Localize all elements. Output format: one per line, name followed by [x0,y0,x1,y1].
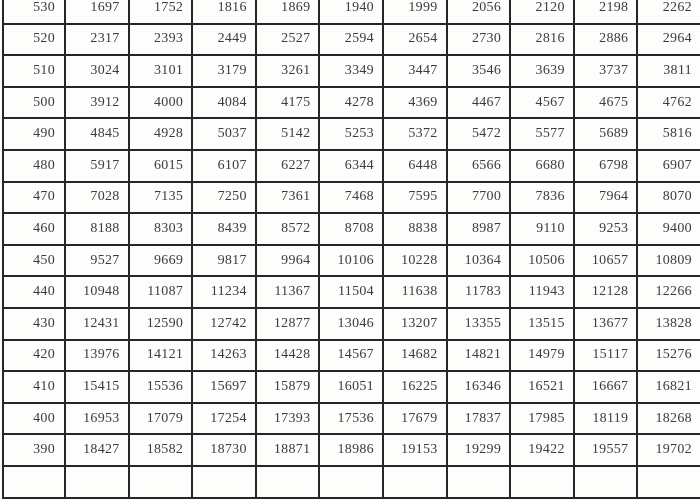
value-cell: 4928 [129,118,193,150]
value-cell: 3811 [637,55,700,87]
table-row [3,55,700,87]
table-row [3,403,700,435]
value-cell: 2730 [447,24,511,56]
value-cell: 6566 [447,150,511,182]
value-cell: 1940 [319,0,383,24]
value-cell: 14263 [192,340,256,372]
value-cell: 5917 [65,150,129,182]
row-header-cell: 510 [3,55,65,87]
row-header-cell: 480 [3,150,65,182]
value-cell [637,466,700,498]
value-cell: 11783 [447,276,511,308]
value-cell: 4467 [447,87,511,119]
value-cell: 7595 [383,182,447,214]
value-cell: 18582 [129,434,193,466]
value-cell: 4762 [637,87,700,119]
value-cell: 14121 [129,340,193,372]
value-cell: 16821 [637,371,700,403]
value-cell: 9964 [256,245,320,277]
table-row [3,371,700,403]
value-cell: 18986 [319,434,383,466]
number-table [2,0,700,499]
value-cell [510,466,574,498]
value-cell: 19422 [510,434,574,466]
value-cell: 16667 [574,371,638,403]
value-cell: 6448 [383,150,447,182]
row-header-cell: 400 [3,403,65,435]
value-cell: 17254 [192,403,256,435]
value-cell: 13046 [319,308,383,340]
value-cell: 18730 [192,434,256,466]
value-cell: 14567 [319,340,383,372]
value-cell: 1816 [192,0,256,24]
value-cell: 2816 [510,24,574,56]
value-cell: 7028 [65,182,129,214]
value-cell: 2527 [256,24,320,56]
value-cell: 3349 [319,55,383,87]
value-cell: 13515 [510,308,574,340]
value-cell: 18119 [574,403,638,435]
value-cell: 8708 [319,213,383,245]
row-header-cell: 390 [3,434,65,466]
table-row [3,150,700,182]
value-cell: 7250 [192,182,256,214]
table-row [3,308,700,340]
row-header-cell: 490 [3,118,65,150]
table-row [3,0,700,24]
value-cell: 2964 [637,24,700,56]
value-cell: 15536 [129,371,193,403]
table-row-partial [3,466,700,498]
row-header-cell: 520 [3,24,65,56]
row-header-cell: 500 [3,87,65,119]
value-cell [574,466,638,498]
value-cell: 2120 [510,0,574,24]
value-cell: 14821 [447,340,511,372]
value-cell: 9527 [65,245,129,277]
value-cell: 8572 [256,213,320,245]
value-cell: 2654 [383,24,447,56]
row-header-cell: 450 [3,245,65,277]
row-header-cell: 430 [3,308,65,340]
value-cell: 13828 [637,308,700,340]
value-cell: 7964 [574,182,638,214]
value-cell: 5816 [637,118,700,150]
value-cell: 6680 [510,150,574,182]
row-header-cell: 460 [3,213,65,245]
value-cell: 2262 [637,0,700,24]
row-header-cell [3,466,65,498]
value-cell: 8070 [637,182,700,214]
value-cell: 2317 [65,24,129,56]
value-cell: 11234 [192,276,256,308]
table-row [3,24,700,56]
value-cell: 18427 [65,434,129,466]
value-cell: 15415 [65,371,129,403]
value-cell: 19299 [447,434,511,466]
value-cell: 3737 [574,55,638,87]
row-header-cell: 470 [3,182,65,214]
table-body [3,0,700,498]
value-cell: 11087 [129,276,193,308]
value-cell: 2393 [129,24,193,56]
value-cell: 15879 [256,371,320,403]
value-cell: 15276 [637,340,700,372]
value-cell: 9253 [574,213,638,245]
value-cell: 4567 [510,87,574,119]
value-cell: 3546 [447,55,511,87]
value-cell: 8303 [129,213,193,245]
value-cell: 5253 [319,118,383,150]
value-cell: 10506 [510,245,574,277]
value-cell: 1999 [383,0,447,24]
value-cell: 2886 [574,24,638,56]
table-row [3,213,700,245]
value-cell: 12877 [256,308,320,340]
value-cell: 17393 [256,403,320,435]
value-cell: 9400 [637,213,700,245]
value-cell: 14979 [510,340,574,372]
value-cell: 12431 [65,308,129,340]
value-cell: 13976 [65,340,129,372]
value-cell: 3912 [65,87,129,119]
value-cell: 5372 [383,118,447,150]
value-cell: 6015 [129,150,193,182]
value-cell: 16346 [447,371,511,403]
value-cell: 16521 [510,371,574,403]
value-cell: 11638 [383,276,447,308]
value-cell: 7361 [256,182,320,214]
row-header-cell: 410 [3,371,65,403]
value-cell: 9669 [129,245,193,277]
value-cell: 4845 [65,118,129,150]
value-cell: 11943 [510,276,574,308]
value-cell: 2198 [574,0,638,24]
value-cell: 3639 [510,55,574,87]
value-cell: 15117 [574,340,638,372]
value-cell: 14428 [256,340,320,372]
value-cell: 3024 [65,55,129,87]
value-cell: 10106 [319,245,383,277]
value-cell: 6798 [574,150,638,182]
value-cell: 19153 [383,434,447,466]
value-cell: 18871 [256,434,320,466]
value-cell: 8439 [192,213,256,245]
value-cell: 17679 [383,403,447,435]
value-cell [65,466,129,498]
value-cell [383,466,447,498]
value-cell: 4000 [129,87,193,119]
table-row [3,182,700,214]
value-cell: 8188 [65,213,129,245]
value-cell: 12128 [574,276,638,308]
value-cell [447,466,511,498]
value-cell: 12590 [129,308,193,340]
value-cell: 6227 [256,150,320,182]
value-cell: 6907 [637,150,700,182]
value-cell: 5577 [510,118,574,150]
value-cell: 10948 [65,276,129,308]
value-cell [192,466,256,498]
value-cell: 6344 [319,150,383,182]
value-cell: 1752 [129,0,193,24]
value-cell: 3447 [383,55,447,87]
value-cell: 12742 [192,308,256,340]
value-cell: 16953 [65,403,129,435]
value-cell: 4675 [574,87,638,119]
value-cell: 7836 [510,182,574,214]
value-cell: 17985 [510,403,574,435]
value-cell: 18268 [637,403,700,435]
value-cell: 12266 [637,276,700,308]
value-cell: 3261 [256,55,320,87]
value-cell: 2449 [192,24,256,56]
value-cell: 16051 [319,371,383,403]
value-cell: 11367 [256,276,320,308]
table-row [3,276,700,308]
value-cell: 10228 [383,245,447,277]
value-cell: 13677 [574,308,638,340]
value-cell: 10657 [574,245,638,277]
value-cell: 8838 [383,213,447,245]
value-cell: 7135 [129,182,193,214]
value-cell: 8987 [447,213,511,245]
value-cell: 7700 [447,182,511,214]
value-cell: 15697 [192,371,256,403]
value-cell: 5037 [192,118,256,150]
value-cell: 17079 [129,403,193,435]
value-cell: 2594 [319,24,383,56]
row-header-cell: 420 [3,340,65,372]
value-cell: 1697 [65,0,129,24]
value-cell: 1869 [256,0,320,24]
value-cell [319,466,383,498]
value-cell: 11504 [319,276,383,308]
value-cell: 5689 [574,118,638,150]
value-cell: 4084 [192,87,256,119]
table-row [3,87,700,119]
value-cell: 6107 [192,150,256,182]
table-row [3,434,700,466]
value-cell: 9110 [510,213,574,245]
value-cell: 14682 [383,340,447,372]
table-row [3,118,700,150]
value-cell: 4369 [383,87,447,119]
value-cell: 7468 [319,182,383,214]
value-cell: 3101 [129,55,193,87]
value-cell: 9817 [192,245,256,277]
value-cell: 19557 [574,434,638,466]
value-cell: 19702 [637,434,700,466]
value-cell: 13207 [383,308,447,340]
value-cell: 13355 [447,308,511,340]
table-row [3,340,700,372]
table-row [3,245,700,277]
value-cell: 2056 [447,0,511,24]
value-cell: 10364 [447,245,511,277]
row-header-cell: 530 [3,0,65,24]
value-cell [129,466,193,498]
value-cell: 10809 [637,245,700,277]
value-cell: 5142 [256,118,320,150]
value-cell: 3179 [192,55,256,87]
row-header-cell: 440 [3,276,65,308]
value-cell: 4278 [319,87,383,119]
value-cell: 5472 [447,118,511,150]
value-cell: 16225 [383,371,447,403]
value-cell [256,466,320,498]
value-cell: 4175 [256,87,320,119]
value-cell: 17837 [447,403,511,435]
value-cell: 17536 [319,403,383,435]
